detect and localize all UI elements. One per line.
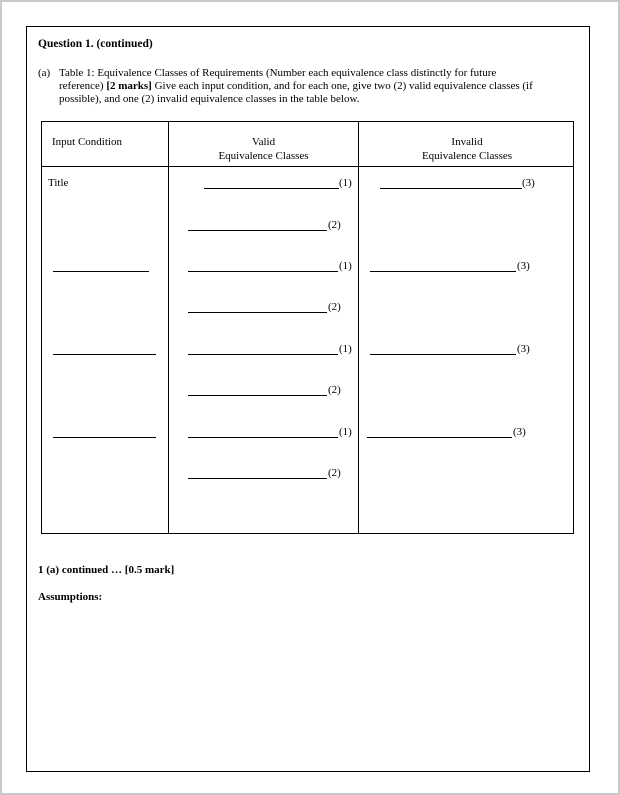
header-invalid-line1: Invalid [451,136,483,148]
valid-class-blank[interactable] [188,271,338,272]
valid-class-number: (1) [339,260,352,272]
invalid-class-number: (3) [513,426,526,438]
invalid-class-blank[interactable] [380,188,522,189]
intro-text-2b: Give each input condition, and for each one, give two (2) valid equivalence classes (if [151,80,533,92]
header-valid [169,135,358,163]
valid-class-blank[interactable] [204,188,339,189]
input-condition-blank[interactable] [53,437,156,438]
header-invalid [359,135,575,163]
invalid-class-number: (3) [522,177,535,189]
input-condition-blank[interactable] [53,271,149,272]
valid-class-blank[interactable] [188,395,327,396]
valid-class-number: (2) [328,467,341,479]
column-divider-2 [358,122,359,533]
invalid-class-blank[interactable] [370,354,516,355]
marks-label: [2 marks] [106,80,152,92]
invalid-class-blank[interactable] [370,271,516,272]
valid-class-blank[interactable] [188,437,338,438]
input-condition-title: Title [48,177,69,189]
header-valid-line2: Equivalence Classes [218,150,309,162]
valid-class-blank[interactable] [188,230,327,231]
column-divider-1 [168,122,169,533]
intro-line-3: possible), and one (2) invalid equivalence classes in the table below. [59,93,360,105]
header-invalid-line2: Equivalence Classes [421,150,513,162]
valid-class-number: (1) [339,343,352,355]
assumptions-label: Assumptions: [38,591,103,603]
header-valid-line1: Valid [251,136,276,148]
equivalence-table [41,121,574,534]
header-input-condition: Input Condition [52,136,122,148]
invalid-class-blank[interactable] [367,437,512,438]
input-condition-blank[interactable] [53,354,156,355]
intro-line-1 [38,67,583,80]
invalid-class-number: (3) [517,260,530,272]
part-label: (a) [38,67,51,79]
question-intro [38,67,583,106]
valid-class-number: (1) [339,177,352,189]
question-title: Question 1. (continued) [38,38,153,50]
valid-class-blank[interactable] [188,478,327,479]
valid-class-number: (2) [328,301,341,313]
valid-class-number: (2) [328,219,341,231]
continued-label: 1 (a) continued … [0.5 mark] [38,564,175,576]
valid-class-number: (1) [339,426,352,438]
intro-text-2a: reference) [59,80,107,92]
intro-line-2 [38,80,583,93]
valid-class-blank[interactable] [188,312,327,313]
valid-class-number: (2) [328,384,341,396]
intro-text-1: Table 1: Equivalence Classes of Requirements (Number each equivalence class distinctly for future [59,67,497,79]
invalid-class-number: (3) [517,343,530,355]
header-divider [42,166,573,167]
valid-class-blank[interactable] [188,354,338,355]
